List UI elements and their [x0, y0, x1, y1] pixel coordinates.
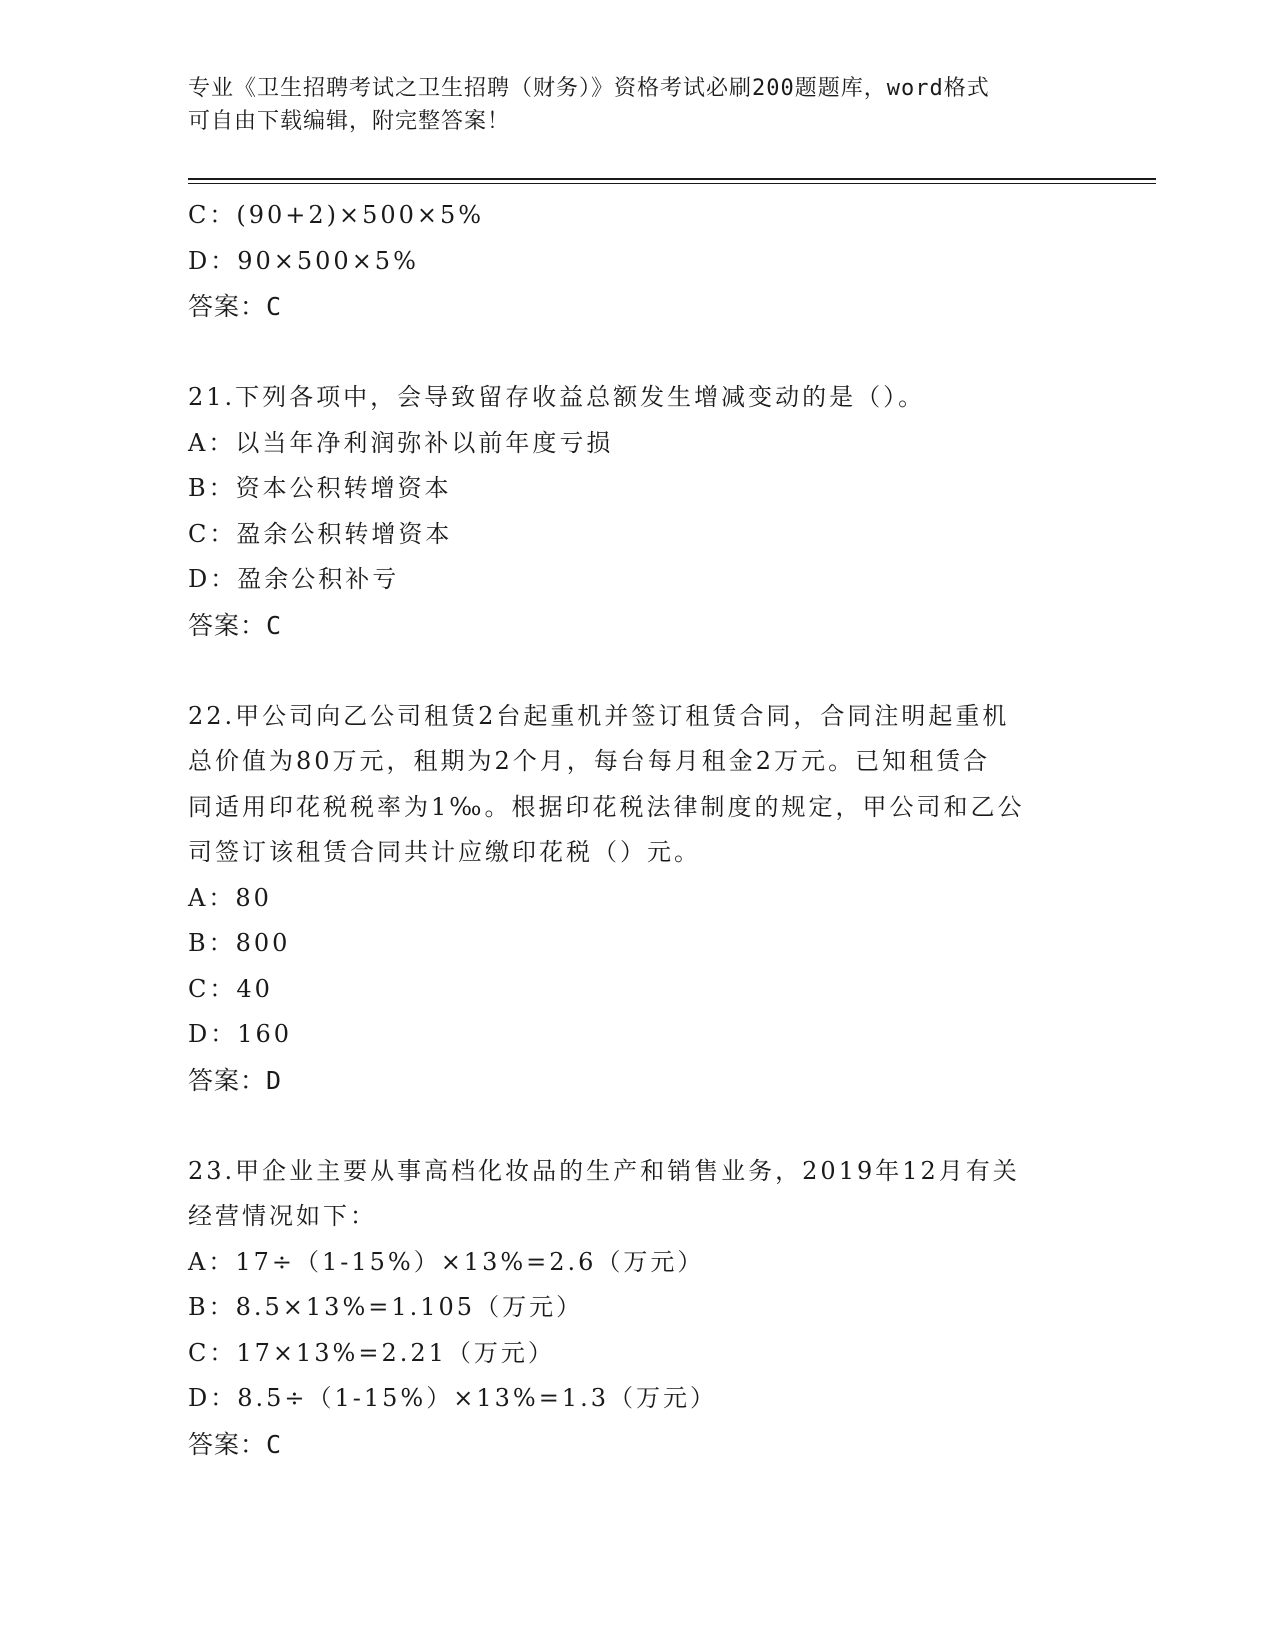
question-23	[188, 1149, 1088, 1468]
option-d: D：8.5÷（1-15%）×13%=1.3（万元）	[188, 1384, 717, 1412]
document-header	[188, 72, 1078, 138]
question-20-continued	[188, 193, 1088, 330]
option-c: C：17×13%=2.21（万元）	[188, 1338, 555, 1367]
option-a: A：80	[188, 883, 272, 912]
option-d: D：90×500×5%	[188, 246, 419, 275]
header-rule-thin	[188, 183, 1156, 184]
question-21	[188, 375, 1088, 648]
question-stem: 21.下列各项中，会导致留存收益总额发生增减变动的是（）。	[188, 383, 926, 411]
spacer	[188, 648, 1088, 694]
option-d: D：盈余公积补亏	[188, 565, 400, 593]
option-d: D：160	[188, 1020, 293, 1048]
answer-label: 答案：C	[188, 610, 283, 640]
question-stem-line-3: 同适用印花税税率为1‰。根据印花税法律制度的规定，甲公司和乙公	[188, 792, 1025, 821]
question-stem-line-4: 司签订该租赁合同共计应缴印花税（）元。	[188, 838, 701, 866]
option-c: C：40	[188, 974, 273, 1003]
option-c: C：(90+2)×500×5%	[188, 201, 485, 229]
question-list	[188, 193, 1088, 1467]
answer-label: 答案：C	[188, 292, 283, 321]
option-b: B：800	[188, 929, 291, 957]
answer-label: 答案：D	[188, 1065, 283, 1095]
spacer	[188, 330, 1088, 376]
option-b: B：8.5×13%=1.105（万元）	[188, 1293, 584, 1321]
option-c: C：盈余公积转增资本	[188, 519, 453, 548]
question-stem-line-2: 经营情况如下：	[188, 1202, 377, 1230]
question-stem-line-1: 22.甲公司向乙公司租赁2台起重机并签订租赁合同，合同注明起重机	[188, 701, 1010, 730]
answer-label: 答案：C	[188, 1429, 283, 1459]
question-22	[188, 694, 1088, 1104]
header-rule-thick	[188, 178, 1156, 180]
spacer	[188, 1103, 1088, 1149]
option-a: A：以当年净利润弥补以前年度亏损	[188, 428, 614, 457]
header-title-line-1: 专业《卫生招聘考试之卫生招聘（财务）》资格考试必刷200题题库，word格式	[188, 76, 990, 101]
question-stem-line-2: 总价值为80万元，租期为2个月，每台每月租金2万元。已知租赁合	[188, 747, 991, 775]
option-a: A：17÷（1-15%）×13%=2.6（万元）	[188, 1247, 705, 1276]
header-title-line-2: 可自由下载编辑，附完整答案！	[188, 109, 511, 134]
question-stem-line-1: 23.甲企业主要从事高档化妆品的生产和销售业务，2019年12月有关	[188, 1156, 1020, 1185]
option-b: B：资本公积转增资本	[188, 474, 452, 502]
